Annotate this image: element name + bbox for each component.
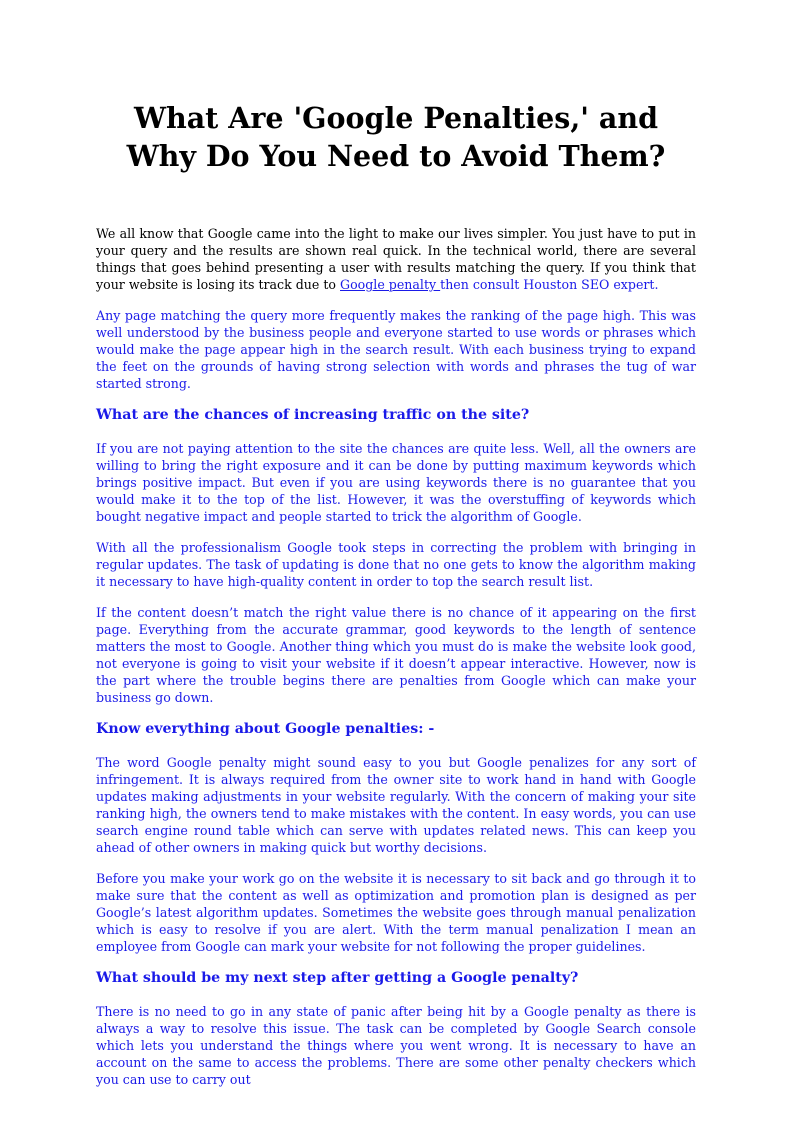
section3-paragraph-1: There is no need to go in any state of panic after being hit by a Google penalty as there is always a way to resolve this issue. The task can be completed by Google Search console which lets you understand the things where you went wrong. It is necessary to have an account on the same to access the problems. There are some other penalty checkers which you can use to carry out bbox=[96, 1004, 696, 1087]
section-heading-penalties: Know everything about Google penalties: - bbox=[96, 721, 435, 737]
section2-paragraph-2: Before you make your work go on the website it is necessary to sit back and go through it to make sure that the content as well as optimization and promotion plan is designed as per Google’s latest algorithm updates. Sometimes the website goes through manual penalization which is easy to resolve if you are alert. With the term manual penalization I mean an employee from Google can mark your website for not following the proper guidelines. bbox=[96, 871, 696, 954]
article-title: What Are 'Google Penalties,' and Why Do You Need to Avoid Them? bbox=[126, 101, 666, 173]
intro-text: We all know that Google came into the light to make our lives simpler. You just have to put in your query and the results are shown real quick. In the technical world, there are several things that goes behind presenting a user with results matching the query. If you think that your website is losing its track due to bbox=[96, 226, 696, 292]
section1-paragraph-2: With all the professionalism Google took steps in correcting the problem with bringing in regular updates. The task of updating is done that no one gets to know the algorithm making it necessary to have high-quality content in order to top the search result list. bbox=[96, 540, 696, 589]
intro-paragraph bbox=[96, 225, 696, 293]
intro-tail-text: then consult Houston SEO expert. bbox=[440, 277, 659, 292]
google-penalty-link[interactable]: Google penalty bbox=[340, 277, 441, 292]
paragraph-2: Any page matching the query more frequently makes the ranking of the page high. This was well understood by the business people and everyone started to use words or phrases which would make the page appear high in the search result. With each business trying to expand the feet on the grounds of having strong selection with words and phrases the tug of war started strong. bbox=[96, 308, 696, 391]
section-heading-next-step: What should be my next step after getting a Google penalty? bbox=[96, 970, 579, 986]
section2-paragraph-1: The word Google penalty might sound easy to you but Google penalizes for any sort of infringement. It is always required from the owner site to work hand in hand with Google updates making adjustments in your website regularly. With the concern of making your site ranking high, the owners tend to make mistakes with the content. In easy words, you can use search engine round table which can serve with updates related news. This can keep you ahead of other owners in making quick but worthy decisions. bbox=[96, 755, 696, 855]
section1-paragraph-1: If you are not paying attention to the site the chances are quite less. Well, all the owners are willing to bring the right exposure and it can be done by putting maximum keywords which brings positive impact. But even if you are using keywords there is no guarantee that you would make it to the top of the list. However, it was the overstuffing of keywords which bought negative impact and people started to trick the algorithm of Google. bbox=[96, 441, 696, 524]
section1-paragraph-3: If the content doesn’t match the right value there is no chance of it appearing on the first page. Everything from the accurate grammar, good keywords to the length of sentence matters the most to Google. Another thing which you must do is make the website look good, not everyone is going to visit your website if it doesn’t appear interactive. However, now is the part where the trouble begins there are penalties from Google which can make your business go down. bbox=[96, 605, 696, 705]
section-heading-traffic: What are the chances of increasing traffic on the site? bbox=[96, 407, 530, 423]
